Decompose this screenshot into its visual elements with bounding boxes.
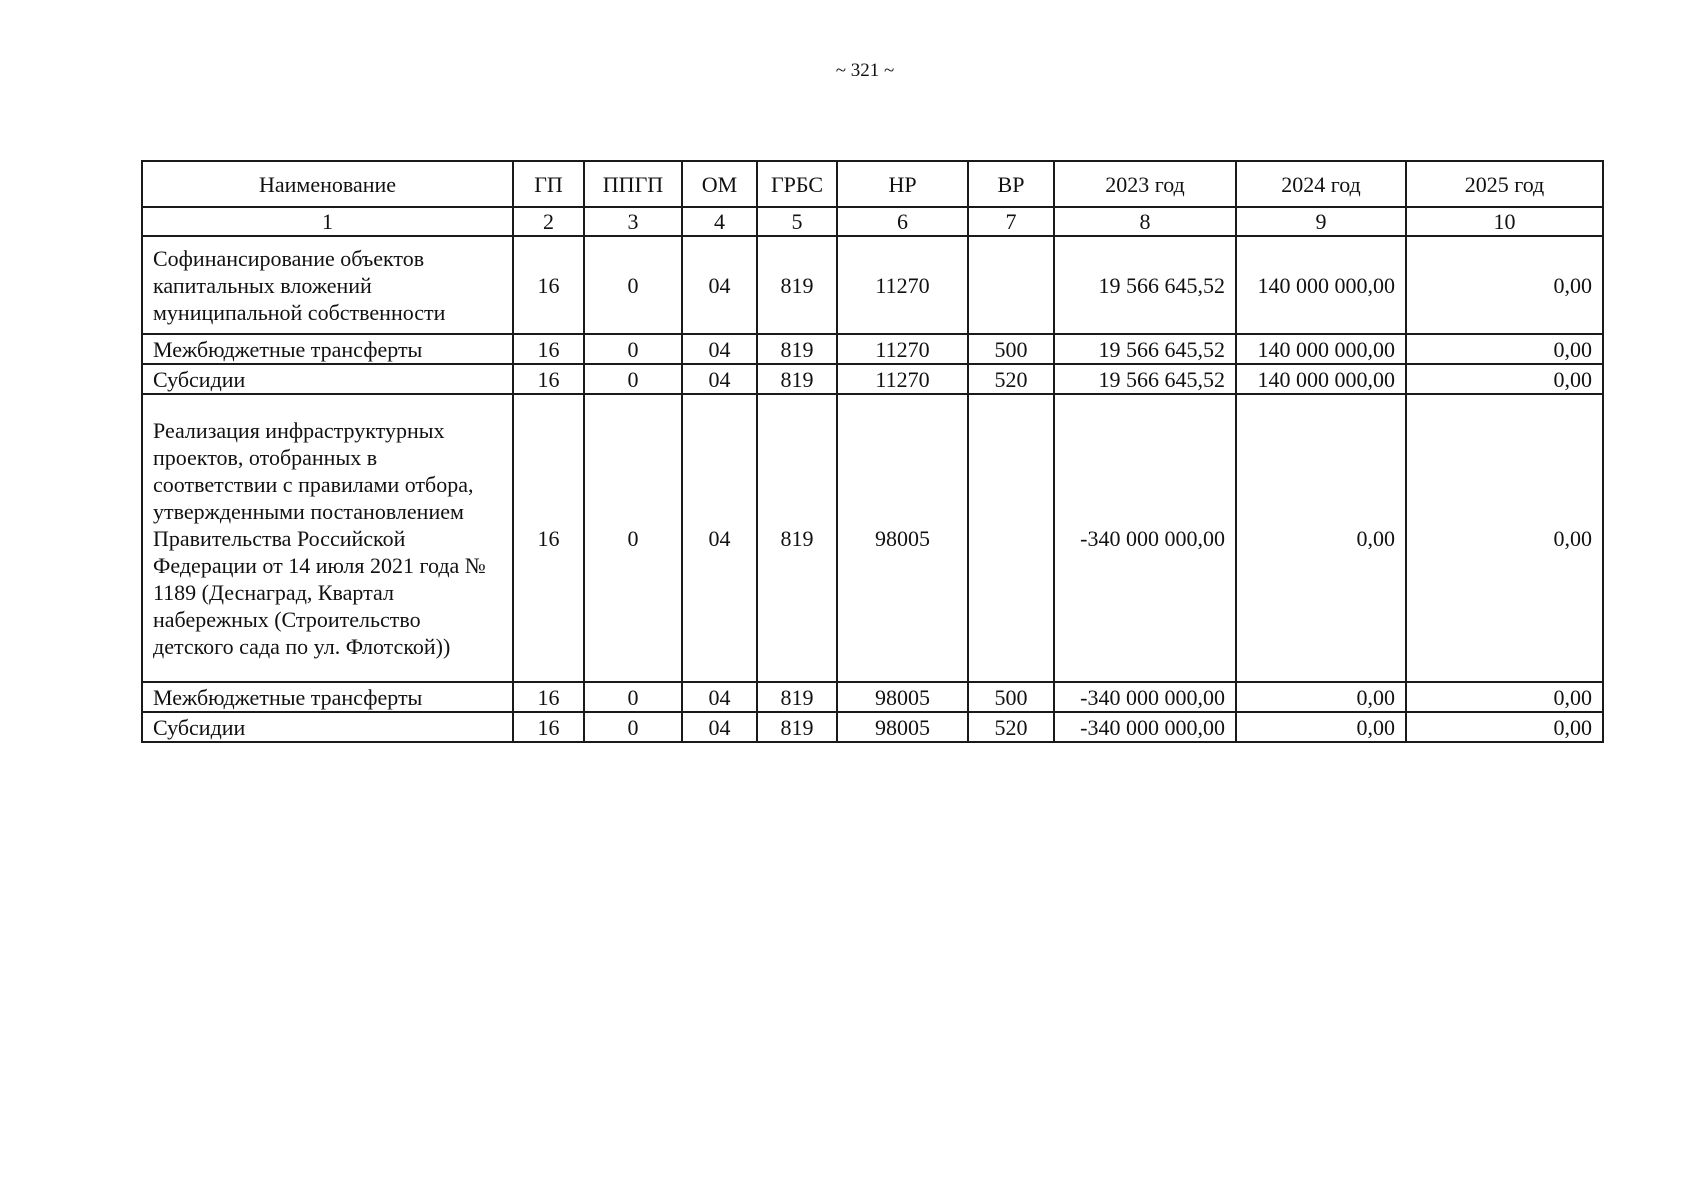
cell-vr <box>968 394 1054 682</box>
column-header-vr: ВР <box>968 161 1054 207</box>
cell-vr <box>968 236 1054 334</box>
table-row <box>142 394 1603 682</box>
cell-ppgp: 0 <box>584 334 682 364</box>
column-number: 4 <box>682 207 757 236</box>
cell-grbs: 819 <box>757 394 837 682</box>
column-number: 9 <box>1236 207 1406 236</box>
cell-grbs: 819 <box>757 712 837 742</box>
row-name: Софинансирование объектов капитальных вложений муниципальной собственности <box>142 236 513 334</box>
cell-gp: 16 <box>513 364 584 394</box>
cell-om: 04 <box>682 236 757 334</box>
column-number: 10 <box>1406 207 1603 236</box>
cell-2024: 140 000 000,00 <box>1236 334 1406 364</box>
table-row <box>142 682 1603 712</box>
column-number: 7 <box>968 207 1054 236</box>
column-header-ppgp: ППГП <box>584 161 682 207</box>
cell-vr: 520 <box>968 712 1054 742</box>
column-number: 3 <box>584 207 682 236</box>
cell-grbs: 819 <box>757 682 837 712</box>
cell-ppgp: 0 <box>584 236 682 334</box>
cell-2024: 0,00 <box>1236 682 1406 712</box>
cell-nr: 11270 <box>837 236 968 334</box>
column-header-2023: 2023 год <box>1054 161 1236 207</box>
cell-gp: 16 <box>513 712 584 742</box>
cell-gp: 16 <box>513 236 584 334</box>
cell-ppgp: 0 <box>584 364 682 394</box>
page-number: ~ 321 ~ <box>835 60 895 81</box>
cell-gp: 16 <box>513 394 584 682</box>
column-header-gp: ГП <box>513 161 584 207</box>
cell-2024: 140 000 000,00 <box>1236 236 1406 334</box>
cell-2025: 0,00 <box>1406 394 1603 682</box>
cell-vr: 500 <box>968 682 1054 712</box>
header-row <box>142 161 1603 207</box>
cell-ppgp: 0 <box>584 712 682 742</box>
column-header-name: Наименование <box>142 161 513 207</box>
cell-ppgp: 0 <box>584 682 682 712</box>
column-number: 2 <box>513 207 584 236</box>
column-header-grbs: ГРБС <box>757 161 837 207</box>
cell-om: 04 <box>682 682 757 712</box>
column-number: 8 <box>1054 207 1236 236</box>
table-row <box>142 712 1603 742</box>
column-number-row <box>142 207 1603 236</box>
row-name: Межбюджетные трансферты <box>142 334 513 364</box>
cell-gp: 16 <box>513 334 584 364</box>
cell-2023: 19 566 645,52 <box>1054 334 1236 364</box>
table-row <box>142 364 1603 394</box>
cell-vr: 500 <box>968 334 1054 364</box>
cell-grbs: 819 <box>757 236 837 334</box>
cell-nr: 98005 <box>837 682 968 712</box>
cell-om: 04 <box>682 364 757 394</box>
cell-2023: -340 000 000,00 <box>1054 712 1236 742</box>
row-name: Межбюджетные трансферты <box>142 682 513 712</box>
cell-gp: 16 <box>513 682 584 712</box>
column-number: 1 <box>142 207 513 236</box>
cell-2023: -340 000 000,00 <box>1054 394 1236 682</box>
cell-nr: 98005 <box>837 712 968 742</box>
cell-2024: 140 000 000,00 <box>1236 364 1406 394</box>
cell-om: 04 <box>682 334 757 364</box>
cell-2023: 19 566 645,52 <box>1054 236 1236 334</box>
column-header-nr: НР <box>837 161 968 207</box>
table-row <box>142 334 1603 364</box>
cell-2025: 0,00 <box>1406 334 1603 364</box>
cell-2023: -340 000 000,00 <box>1054 682 1236 712</box>
cell-om: 04 <box>682 394 757 682</box>
cell-nr: 98005 <box>837 394 968 682</box>
column-header-om: ОМ <box>682 161 757 207</box>
cell-2025: 0,00 <box>1406 236 1603 334</box>
cell-ppgp: 0 <box>584 394 682 682</box>
cell-2025: 0,00 <box>1406 682 1603 712</box>
column-header-2024: 2024 год <box>1236 161 1406 207</box>
budget-table <box>141 160 1604 743</box>
column-number: 5 <box>757 207 837 236</box>
table-row <box>142 236 1603 334</box>
cell-nr: 11270 <box>837 364 968 394</box>
cell-om: 04 <box>682 712 757 742</box>
cell-vr: 520 <box>968 364 1054 394</box>
cell-2024: 0,00 <box>1236 712 1406 742</box>
row-name: Субсидии <box>142 364 513 394</box>
column-header-2025: 2025 год <box>1406 161 1603 207</box>
cell-grbs: 819 <box>757 364 837 394</box>
cell-2023: 19 566 645,52 <box>1054 364 1236 394</box>
cell-2024: 0,00 <box>1236 394 1406 682</box>
column-number: 6 <box>837 207 968 236</box>
row-name: Субсидии <box>142 712 513 742</box>
cell-2025: 0,00 <box>1406 712 1603 742</box>
cell-nr: 11270 <box>837 334 968 364</box>
row-name: Реализация инфраструктурных проектов, отобранных в соответствии с правилами отбора, утвержденными постановлением Правительства Российской Федерации от 14 июля 2021 года № 1189 (Деснаград, Квартал набережных (Строительство детского сада по ул. Флотской)) <box>142 394 513 682</box>
cell-2025: 0,00 <box>1406 364 1603 394</box>
cell-grbs: 819 <box>757 334 837 364</box>
